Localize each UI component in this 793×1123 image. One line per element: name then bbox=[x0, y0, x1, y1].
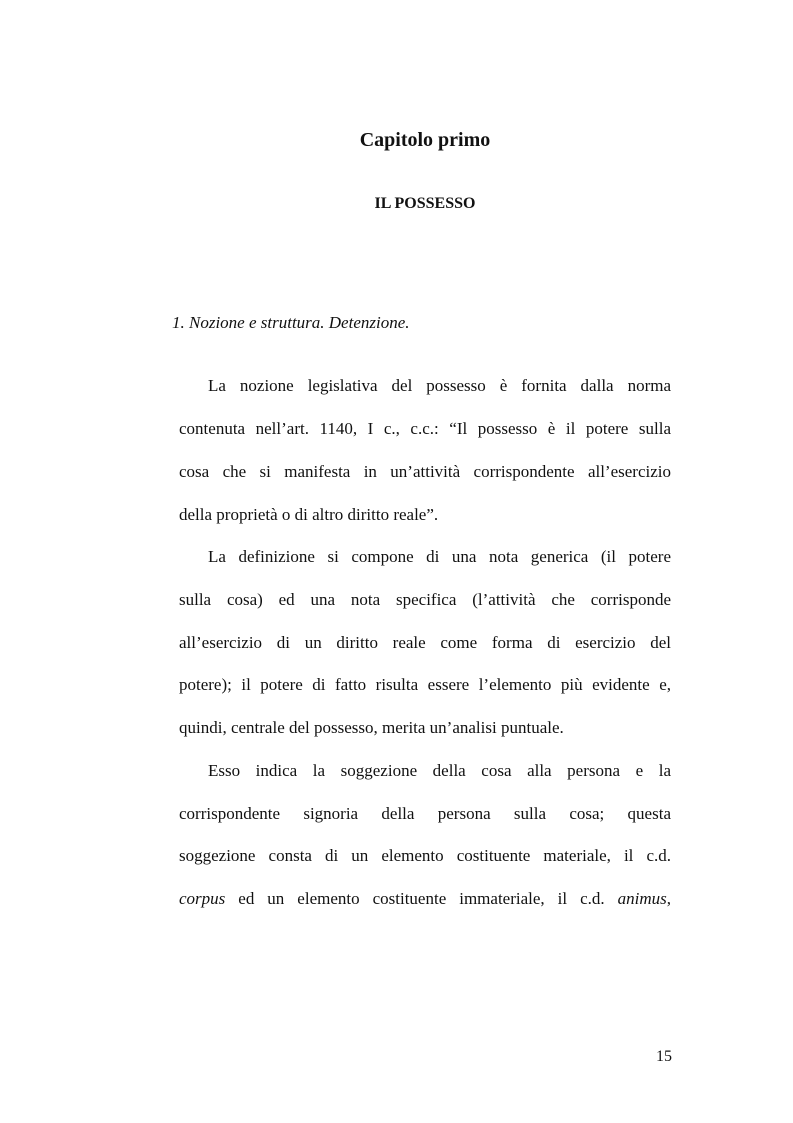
text-line: La nozione legislativa del possesso è fornita dalla norma bbox=[208, 376, 671, 395]
text-line: potere); il potere di fatto risulta essere l’elemento più evidente e, bbox=[179, 675, 671, 694]
section-heading: 1. Nozione e struttura. Detenzione. bbox=[172, 313, 410, 332]
text-line: contenuta nell’art. 1140, I c., c.c.: “Il possesso è il potere sulla bbox=[179, 419, 671, 438]
text-line: Esso indica la soggezione della cosa alla persona e la bbox=[208, 761, 671, 780]
text-line bbox=[179, 889, 671, 909]
text-line: quindi, centrale del possesso, merita un’analisi puntuale. bbox=[179, 718, 564, 737]
text-fragment: ed un elemento costituente immateriale, il c.d. bbox=[225, 889, 618, 908]
page-number: 15 bbox=[656, 1048, 672, 1065]
text-line: soggezione consta di un elemento costituente materiale, il c.d. bbox=[179, 846, 671, 865]
italic-term: corpus bbox=[179, 889, 226, 908]
italic-term: animus bbox=[617, 889, 667, 908]
text-line: La definizione si compone di una nota generica (il potere bbox=[208, 547, 671, 566]
text-line: corrispondente signoria della persona sulla cosa; questa bbox=[179, 804, 671, 823]
text-line: sulla cosa) ed una nota specifica (l’attività che corrisponde bbox=[179, 590, 671, 609]
text-line: della proprietà o di altro diritto reale”. bbox=[179, 505, 439, 524]
chapter-subtitle: IL POSSESSO bbox=[374, 195, 476, 212]
chapter-title: Capitolo primo bbox=[359, 129, 491, 151]
text-line: cosa che si manifesta in un’attività corrispondente all’esercizio bbox=[179, 462, 671, 481]
text-fragment: , bbox=[666, 889, 671, 908]
text-line: all’esercizio di un diritto reale come forma di esercizio del bbox=[179, 633, 671, 652]
